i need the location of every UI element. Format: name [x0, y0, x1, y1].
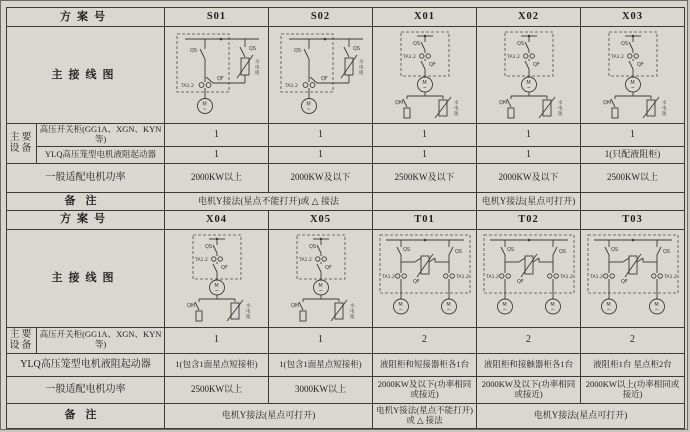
main-equipment-label: 主要设备	[7, 124, 37, 164]
power-cell: 2500KW以上	[165, 376, 269, 403]
power-cell: 3000KW以上	[269, 376, 373, 403]
scheme-no-label: 方案号	[7, 8, 165, 27]
scheme-table	[6, 7, 685, 429]
qty-cell: 2	[373, 327, 477, 353]
power-row-bottom	[7, 376, 685, 403]
svg-text:M: M	[306, 101, 311, 108]
svg-text:M: M	[446, 302, 451, 309]
remark-cell: 电机Y接法(星点不能打开)或 △ 接法	[373, 403, 477, 428]
scheme-id-cell: T03	[581, 210, 685, 229]
power-cell: 2000KW以上(功率相同或接近)	[581, 376, 685, 403]
svg-text:TA1.2: TA1.2	[285, 84, 298, 89]
svg-text:阻: 阻	[662, 112, 667, 117]
switchgear-label: 高压开关柜(GG1A、XGN、KYN等)	[37, 327, 165, 353]
remark-cell: 电机Y接法(星点可打开)	[165, 403, 373, 428]
svg-text:~: ~	[214, 288, 219, 295]
svg-text:M: M	[526, 80, 531, 86]
svg-text:M: M	[654, 302, 659, 309]
qty-cell: 1	[165, 146, 269, 163]
svg-text:TA1.2: TA1.2	[403, 55, 416, 60]
svg-text:~: ~	[202, 107, 207, 113]
scheme-no-row-top	[7, 8, 685, 27]
svg-text:QS: QS	[249, 46, 257, 52]
scheme-no-row-bottom	[7, 210, 685, 229]
qty-cell: 1(包含1面星点短接柜)	[269, 353, 373, 376]
starter-row-top	[7, 146, 685, 163]
svg-text:QF: QF	[517, 279, 524, 286]
svg-text:QM: QM	[395, 100, 404, 106]
svg-text:QS: QS	[205, 244, 213, 251]
svg-text:阻: 阻	[255, 71, 260, 76]
remark-label: 备注	[7, 403, 165, 428]
svg-text:QM: QM	[603, 100, 612, 106]
scheme-id-cell: X05	[269, 210, 373, 229]
scheme-id-cell: X01	[373, 8, 477, 27]
remark-cell: 电机Y接法(星点可打开)	[477, 403, 685, 428]
scheme-id-cell: S01	[165, 8, 269, 27]
svg-text:水: 水	[350, 304, 355, 310]
svg-text:QS: QS	[621, 41, 629, 47]
svg-text:TA1.2: TA1.2	[664, 275, 677, 281]
switchgear-label: 高压开关柜(GG1A、XGN、KYN等)	[37, 124, 165, 147]
diagram-row-bottom	[7, 229, 685, 327]
main-diagram-label: 主接线图	[7, 27, 165, 124]
svg-text:QM: QM	[187, 303, 196, 310]
starter-label: YLQ高压笼型电机液阻起动器	[37, 146, 165, 163]
scheme-id-cell: T02	[477, 210, 581, 229]
diagram-cell	[165, 229, 269, 327]
remark-cell	[581, 192, 685, 210]
qty-cell: 液阻柜1台 星点柜2台	[581, 353, 685, 376]
svg-text:QF: QF	[429, 62, 436, 68]
svg-text:~: ~	[526, 85, 531, 92]
remark-row-top	[7, 192, 685, 210]
switchgear-row-bottom	[7, 327, 685, 353]
svg-text:QM: QM	[499, 100, 508, 106]
starter-label: YLQ高压笼型电机液阻起动器	[7, 353, 165, 376]
svg-text:QS: QS	[413, 41, 421, 47]
svg-text:~: ~	[318, 288, 323, 295]
remark-cell: 电机Y接法(星点不能打开)或 △ 接法	[165, 192, 373, 210]
svg-text:M: M	[502, 302, 507, 309]
remark-label: 备注	[7, 192, 165, 210]
diagram-row-top	[7, 27, 685, 124]
svg-text:M: M	[318, 283, 323, 290]
wiring-diagram-star	[581, 28, 685, 122]
scheme-id-cell: X04	[165, 210, 269, 229]
power-cell: 2500KW及以下	[373, 163, 477, 192]
svg-text:TA1.2: TA1.2	[181, 84, 194, 89]
svg-text:TA1.2: TA1.2	[590, 275, 603, 281]
wiring-diagram-dual	[373, 231, 477, 325]
svg-text:M: M	[606, 302, 611, 309]
qty-cell: 1	[269, 327, 373, 353]
svg-text:~: ~	[398, 307, 403, 314]
scheme-id-cell: X03	[581, 8, 685, 27]
diagram-cell	[165, 27, 269, 124]
power-cell: 2500KW以上	[581, 163, 685, 192]
svg-text:~: ~	[606, 307, 611, 314]
svg-text:QS: QS	[294, 48, 302, 54]
svg-text:~: ~	[550, 307, 555, 314]
qty-cell: 2	[581, 327, 685, 353]
diagram-cell	[477, 229, 581, 327]
svg-text:M: M	[550, 302, 555, 309]
svg-text:QM: QM	[291, 303, 300, 310]
svg-text:~: ~	[446, 307, 451, 314]
power-row-top	[7, 163, 685, 192]
power-cell: 2000KW以上	[165, 163, 269, 192]
svg-text:QF: QF	[413, 279, 420, 286]
svg-text:QF: QF	[321, 76, 328, 82]
svg-text:阻: 阻	[359, 71, 364, 76]
diagram-cell	[269, 229, 373, 327]
svg-text:QF: QF	[221, 265, 228, 272]
starter-row-bottom	[7, 353, 685, 376]
wiring-diagram-star	[373, 28, 477, 122]
main-equipment-label: 主要设备	[7, 327, 37, 353]
svg-text:TA1.2: TA1.2	[299, 258, 312, 264]
svg-text:QF: QF	[637, 62, 644, 68]
switchgear-row-top	[7, 124, 685, 147]
svg-text:电: 电	[558, 106, 563, 112]
remark-row-bottom	[7, 403, 685, 428]
svg-text:~: ~	[502, 307, 507, 314]
remark-cell	[373, 192, 477, 210]
svg-text:TA1.2: TA1.2	[195, 258, 208, 264]
scheme-no-label: 方案号	[7, 210, 165, 229]
svg-text:QF: QF	[325, 265, 332, 272]
svg-text:QS: QS	[507, 247, 515, 254]
qty-cell: 1(包含1面星点短接柜)	[165, 353, 269, 376]
diagram-cell	[373, 229, 477, 327]
wiring-diagram-stator	[269, 28, 373, 122]
wiring-diagram-star	[269, 231, 373, 325]
svg-text:电: 电	[255, 65, 260, 71]
svg-text:~: ~	[654, 307, 659, 314]
diagram-cell	[477, 27, 581, 124]
svg-text:~: ~	[630, 85, 635, 92]
svg-text:水: 水	[255, 60, 260, 65]
svg-text:QS: QS	[353, 46, 361, 52]
motor-power-label: 一般适配电机功率	[7, 163, 165, 192]
svg-text:M: M	[630, 80, 635, 86]
svg-text:TA1.2: TA1.2	[456, 275, 469, 281]
motor-power-label: 一般适配电机功率	[7, 376, 165, 403]
wiring-diagram-dual	[581, 231, 685, 325]
svg-text:M: M	[202, 101, 207, 108]
main-diagram-label: 主接线图	[7, 229, 165, 327]
svg-text:QS: QS	[455, 249, 463, 256]
svg-text:QF: QF	[533, 62, 540, 68]
power-cell: 2000KW及以下(功率相同或接近)	[477, 376, 581, 403]
scheme-id-cell: T01	[373, 210, 477, 229]
svg-text:~: ~	[306, 107, 311, 113]
diagram-cell	[581, 27, 685, 124]
svg-text:TA1.2: TA1.2	[507, 55, 520, 60]
power-cell: 2000KW及以下	[477, 163, 581, 192]
svg-text:阻: 阻	[350, 315, 355, 321]
svg-text:水: 水	[454, 101, 459, 106]
svg-text:电: 电	[350, 309, 355, 315]
svg-text:水: 水	[246, 304, 251, 310]
wiring-diagram-star	[165, 231, 269, 325]
svg-text:QF: QF	[217, 76, 224, 82]
svg-text:QF: QF	[621, 279, 628, 286]
svg-text:M: M	[214, 283, 219, 290]
svg-text:水: 水	[359, 60, 364, 65]
svg-text:TA1.2: TA1.2	[486, 275, 499, 281]
qty-cell: 1	[477, 146, 581, 163]
qty-cell: 1	[165, 327, 269, 353]
scheme-id-cell: X02	[477, 8, 581, 27]
svg-text:QS: QS	[403, 247, 411, 254]
svg-text:电: 电	[662, 106, 667, 112]
qty-cell: 液阻柜和短接器柜各1台	[373, 353, 477, 376]
qty-cell: 2	[477, 327, 581, 353]
svg-text:水: 水	[558, 101, 563, 106]
svg-text:阻: 阻	[246, 315, 251, 321]
qty-cell: 1	[165, 124, 269, 147]
diagram-cell	[269, 27, 373, 124]
svg-text:M: M	[422, 80, 427, 86]
wiring-diagram-dual	[477, 231, 581, 325]
qty-cell: 1	[373, 146, 477, 163]
qty-cell: 1(只配液阻柜)	[581, 146, 685, 163]
scheme-id-cell: S02	[269, 8, 373, 27]
svg-text:M: M	[398, 302, 403, 309]
qty-cell: 1	[581, 124, 685, 147]
svg-text:~: ~	[422, 85, 427, 92]
svg-text:水: 水	[662, 101, 667, 106]
diagram-cell	[581, 229, 685, 327]
svg-text:QS: QS	[663, 249, 671, 256]
svg-text:TA1.2: TA1.2	[560, 275, 573, 281]
svg-text:电: 电	[454, 106, 459, 112]
diagram-cell	[373, 27, 477, 124]
qty-cell: 1	[269, 146, 373, 163]
wiring-diagram-star	[477, 28, 581, 122]
qty-cell: 1	[477, 124, 581, 147]
svg-text:电: 电	[246, 309, 251, 315]
power-cell: 2000KW及以下	[269, 163, 373, 192]
svg-text:QS: QS	[309, 244, 317, 251]
svg-text:QS: QS	[611, 247, 619, 254]
svg-text:TA1.2: TA1.2	[382, 275, 395, 281]
qty-cell: 1	[269, 124, 373, 147]
wiring-diagram-stator	[165, 28, 269, 122]
svg-text:TA1.2: TA1.2	[611, 55, 624, 60]
svg-text:电: 电	[359, 65, 364, 71]
svg-text:QS: QS	[517, 41, 525, 47]
svg-text:阻: 阻	[558, 112, 563, 117]
svg-text:QS: QS	[559, 249, 567, 256]
svg-text:阻: 阻	[454, 112, 459, 117]
qty-cell: 液阻柜和接触器柜各1台	[477, 353, 581, 376]
remark-cell: 电机Y接法(星点可打开)	[477, 192, 581, 210]
qty-cell: 1	[373, 124, 477, 147]
svg-text:QS: QS	[190, 48, 198, 54]
power-cell: 2000KW及以下(功率相同或接近)	[373, 376, 477, 403]
